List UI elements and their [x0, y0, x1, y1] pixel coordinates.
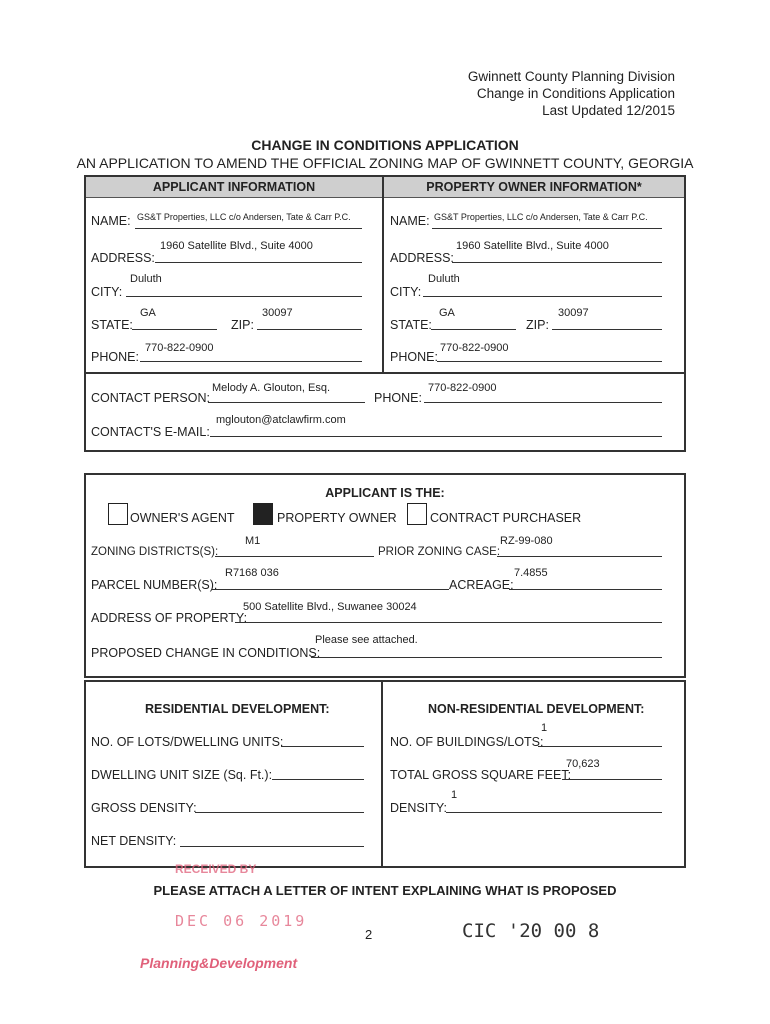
owner-state-value[interactable]: GA	[439, 307, 455, 319]
applicant-phone-line	[140, 361, 362, 362]
gross-sqft-label: TOTAL GROSS SQUARE FEET:	[390, 768, 572, 782]
owner-name-value[interactable]: GS&T Properties, LLC c/o Andersen, Tate & Carr P.C.	[434, 212, 648, 222]
property-address-value[interactable]: 500 Satellite Blvd., Suwanee 30024	[243, 601, 417, 613]
page-number: 2	[365, 927, 373, 942]
density-label: DENSITY:	[390, 801, 447, 815]
owner-city-line	[423, 296, 662, 297]
applicant-zip-line	[257, 329, 362, 330]
acreage-value[interactable]: 7.4855	[514, 567, 548, 579]
owner-zip-value[interactable]: 30097	[558, 307, 589, 319]
prior-zoning-value[interactable]: RZ-99-080	[500, 535, 553, 547]
contact-phone-value[interactable]: 770-822-0900	[428, 382, 497, 394]
property-address-label: ADDRESS OF PROPERTY:	[91, 611, 248, 625]
owner-phone-line	[437, 361, 662, 362]
gross-density-line	[195, 812, 364, 813]
column-divider	[382, 177, 384, 373]
acreage-line	[509, 589, 662, 590]
form-name: Change in Conditions Application	[476, 86, 675, 101]
residential-heading: RESIDENTIAL DEVELOPMENT:	[145, 702, 330, 716]
last-updated: Last Updated 12/2015	[542, 103, 675, 118]
contact-email-value[interactable]: mglouton@atclawfirm.com	[216, 414, 346, 426]
applicant-state-value[interactable]: GA	[140, 307, 156, 319]
contract-purchaser-checkbox[interactable]	[407, 503, 427, 525]
applicant-address-label: ADDRESS:	[91, 251, 155, 265]
owner-phone-value[interactable]: 770-822-0900	[440, 342, 509, 354]
applicant-phone-label: PHONE:	[91, 350, 139, 364]
contact-email-label: CONTACT'S E-MAIL:	[91, 425, 210, 439]
contact-email-line	[210, 436, 662, 437]
proposed-change-line	[311, 657, 662, 658]
owner-state-label: STATE:	[390, 318, 432, 332]
applicant-city-label: CITY:	[91, 285, 123, 299]
attach-instruction: PLEASE ATTACH A LETTER OF INTENT EXPLAINING WHAT IS PROPOSED	[153, 883, 617, 898]
net-density-label: NET DENSITY:	[91, 834, 177, 848]
owner-city-label: CITY:	[390, 285, 422, 299]
owner-name-line	[432, 228, 662, 229]
parcel-number-label: PARCEL NUMBER(S):	[91, 578, 218, 592]
owner-name-label: NAME:	[390, 214, 430, 228]
applicant-state-label: STATE:	[91, 318, 133, 332]
applicant-zip-value[interactable]: 30097	[262, 307, 293, 319]
nonresidential-heading: NON-RESIDENTIAL DEVELOPMENT:	[428, 702, 645, 716]
prior-zoning-line	[497, 556, 662, 557]
case-number: CIC '20 00 8	[462, 920, 600, 942]
applicant-heading: APPLICANT INFORMATION	[86, 177, 382, 198]
owners-agent-label: OWNER'S AGENT	[130, 511, 235, 525]
zoning-districts-value[interactable]: M1	[245, 535, 261, 547]
density-value[interactable]: 1	[451, 789, 458, 801]
contact-person-line	[208, 402, 365, 403]
applicant-state-line	[132, 329, 217, 330]
buildings-value[interactable]: 1	[541, 722, 548, 734]
contact-person-label: CONTACT PERSON:	[91, 391, 210, 405]
unit-size-line	[272, 779, 364, 780]
applicant-zip-label: ZIP:	[231, 318, 254, 332]
property-owner-checkbox[interactable]	[253, 503, 273, 525]
lots-line	[281, 746, 364, 747]
owner-heading: PROPERTY OWNER INFORMATION*	[384, 177, 684, 198]
division-name: Gwinnett County Planning Division	[467, 69, 675, 84]
prior-zoning-label: PRIOR ZONING CASE:	[378, 546, 501, 558]
owners-agent-checkbox[interactable]	[108, 503, 128, 525]
applicant-city-value[interactable]: Duluth	[130, 273, 162, 285]
owner-zip-label: ZIP:	[526, 318, 549, 332]
owner-zip-line	[552, 329, 662, 330]
applicant-address-line	[155, 262, 362, 263]
owner-address-value[interactable]: 1960 Satellite Blvd., Suite 4000	[456, 240, 609, 252]
unit-size-label: DWELLING UNIT SIZE (Sq. Ft.):	[91, 768, 273, 782]
contact-phone-label: PHONE:	[374, 391, 422, 405]
applicant-name-value[interactable]: GS&T Properties, LLC c/o Andersen, Tate & Carr P.C.	[137, 212, 351, 222]
page-title: CHANGE IN CONDITIONS APPLICATION	[251, 137, 519, 153]
section-divider	[86, 372, 684, 374]
gross-sqft-value[interactable]: 70,623	[566, 758, 600, 770]
net-density-line	[180, 846, 364, 847]
owner-address-line	[452, 262, 662, 263]
property-address-line	[235, 622, 662, 623]
applicant-name-label: NAME:	[91, 214, 131, 228]
owner-city-value[interactable]: Duluth	[428, 273, 460, 285]
gross-sqft-line	[562, 779, 662, 780]
date-stamp: DEC 06 2019	[175, 912, 308, 930]
zoning-districts-label: ZONING DISTRICTS(S):	[91, 546, 219, 558]
owner-address-label: ADDRESS:	[390, 251, 454, 265]
gross-density-label: GROSS DENSITY:	[91, 801, 197, 815]
zoning-districts-line	[215, 556, 374, 557]
development-divider	[381, 682, 383, 866]
contact-person-value[interactable]: Melody A. Glouton, Esq.	[212, 382, 331, 394]
proposed-change-label: PROPOSED CHANGE IN CONDITIONS:	[91, 646, 321, 660]
owner-phone-label: PHONE:	[390, 350, 438, 364]
property-owner-label: PROPERTY OWNER	[277, 511, 397, 525]
parcel-number-value[interactable]: R7168 036	[225, 567, 279, 579]
density-line	[446, 812, 662, 813]
planning-stamp: Planning&Development	[140, 955, 298, 971]
applicant-name-line	[135, 228, 362, 229]
owner-state-line	[431, 329, 516, 330]
applicant-city-line	[126, 296, 362, 297]
page-subtitle: AN APPLICATION TO AMEND THE OFFICIAL ZONING MAP OF GWINNETT COUNTY, GEORGIA	[76, 155, 694, 171]
parcel-number-line	[212, 589, 449, 590]
buildings-line	[538, 746, 662, 747]
contract-purchaser-label: CONTRACT PURCHASER	[430, 511, 582, 525]
acreage-label: ACREAGE:	[449, 578, 514, 592]
lots-label: NO. OF LOTS/DWELLING UNITS:	[91, 735, 284, 749]
applicant-phone-value[interactable]: 770-822-0900	[145, 342, 214, 354]
contact-phone-line	[424, 402, 662, 403]
proposed-change-value[interactable]: Please see attached.	[315, 634, 418, 646]
applicant-is-heading: APPLICANT IS THE:	[325, 486, 445, 500]
buildings-label: NO. OF BUILDINGS/LOTS:	[390, 735, 544, 749]
applicant-address-value[interactable]: 1960 Satellite Blvd., Suite 4000	[160, 240, 313, 252]
received-stamp: RECEIVED BY	[175, 862, 257, 876]
